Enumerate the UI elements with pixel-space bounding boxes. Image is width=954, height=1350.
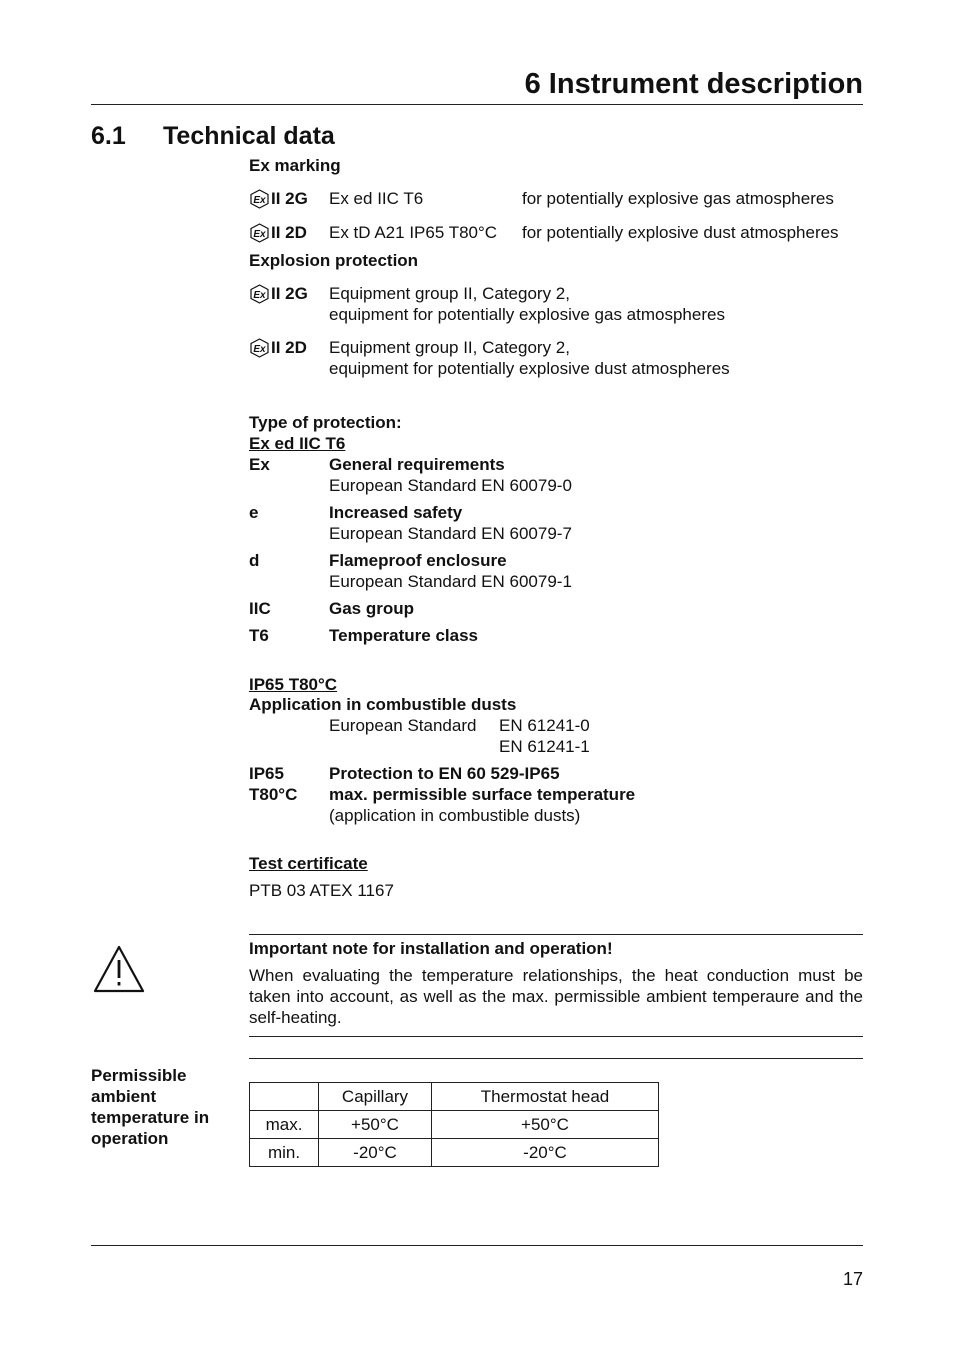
ambient-temperature-table	[249, 1082, 659, 1167]
protection-title: Increased safety	[329, 503, 463, 522]
table-cell: min.	[250, 1139, 319, 1167]
protection-symbol	[249, 283, 308, 304]
ip65-heading: IP65 T80°C	[249, 675, 338, 694]
protection-title: General requirements	[329, 455, 505, 474]
section-rule	[249, 1058, 863, 1059]
ex-hexagon-icon	[249, 284, 270, 304]
svg-text:Ex: Ex	[253, 343, 266, 355]
table-header-cell	[250, 1083, 319, 1111]
protection-line2: equipment for potentially explosive gas atmospheres	[329, 305, 725, 324]
ex-hexagon-icon	[249, 223, 270, 243]
protection-key: Ex	[249, 455, 270, 474]
ip65-application-heading: Application in combustible dusts	[249, 695, 517, 714]
important-note-heading: Important note for installation and operation!	[249, 939, 613, 958]
svg-text:Ex: Ex	[253, 228, 266, 240]
protection-category: II 2D	[271, 338, 307, 357]
protection-key: IIC	[249, 599, 271, 618]
test-certificate-heading: Test certificate	[249, 854, 368, 873]
ex-hexagon-icon	[249, 338, 270, 358]
protection-title: Gas group	[329, 599, 415, 618]
protection-category: II 2G	[271, 284, 308, 303]
footer-rule	[91, 1245, 863, 1246]
ex-marking-symbol	[249, 188, 308, 209]
protection-key: T6	[249, 626, 269, 645]
protection-key: d	[249, 551, 260, 570]
protection-standard: European Standard EN 60079-0	[329, 476, 572, 495]
ip65-standard: EN 61241-1	[499, 737, 590, 756]
protection-line2: equipment for potentially explosive dust atmospheres	[329, 359, 730, 378]
chapter-title: 6 Instrument description	[524, 68, 863, 100]
ex-marking-description: for potentially explosive dust atmospheres	[522, 223, 839, 242]
section-number: 6.1	[91, 122, 126, 150]
protection-standard: European Standard EN 60079-1	[329, 572, 572, 591]
protection-line1: Equipment group II, Category 2,	[329, 338, 570, 357]
ex-hexagon-icon	[249, 189, 270, 209]
ip65-title: Protection to EN 60 529-IP65	[329, 764, 560, 783]
svg-text:Ex: Ex	[253, 194, 266, 206]
svg-text:Ex: Ex	[253, 289, 266, 301]
protection-standard: European Standard EN 60079-7	[329, 524, 572, 543]
table-cell: +50°C	[432, 1111, 659, 1139]
table-row	[250, 1139, 659, 1167]
section-title: Technical data	[163, 122, 335, 150]
test-certificate-value: PTB 03 ATEX 1167	[249, 881, 394, 900]
table-header-cell: Thermostat head	[432, 1083, 659, 1111]
table-cell: max.	[250, 1111, 319, 1139]
protection-key: e	[249, 503, 259, 522]
explosion-protection-heading: Explosion protection	[249, 251, 419, 270]
page-number: 17	[842, 1269, 863, 1289]
ip65-note: (application in combustible dusts)	[329, 806, 581, 825]
note-bottom-rule	[249, 1036, 863, 1037]
ambient-temperature-label: Permissible ambient temperature in operation	[91, 1066, 210, 1148]
ip65-title: max. permissible surface temperature	[329, 785, 636, 804]
type-of-protection-subheading: Ex ed IIC T6	[249, 434, 346, 453]
table-cell: -20°C	[319, 1139, 432, 1167]
protection-title: Temperature class	[329, 626, 478, 645]
ip65-standard: EN 61241-0	[499, 716, 590, 735]
ip65-key: T80°C	[249, 785, 298, 804]
table-cell: +50°C	[319, 1111, 432, 1139]
ex-marking-category: II 2G	[271, 189, 308, 208]
ex-marking-symbol	[249, 222, 307, 243]
ex-marking-heading: Ex marking	[249, 156, 341, 175]
type-of-protection-heading: Type of protection:	[249, 413, 402, 432]
ex-marking-description: for potentially explosive gas atmospheres	[522, 189, 834, 208]
important-note-text: When evaluating the temperature relationships, the heat conduction must be taken into account, as well as the max. permissible ambient temperaure and the self-heating.	[249, 966, 863, 1027]
protection-symbol	[249, 337, 307, 358]
ex-marking-code: Ex tD A21 IP65 T80°C	[329, 223, 498, 242]
ex-marking-code: Ex ed IIC T6	[329, 189, 424, 208]
header-rule	[91, 104, 863, 105]
ip65-key: IP65	[249, 764, 284, 783]
note-top-rule	[249, 934, 863, 935]
warning-triangle-icon	[92, 944, 146, 999]
protection-title: Flameproof enclosure	[329, 551, 507, 570]
table-row	[250, 1111, 659, 1139]
table-cell: -20°C	[432, 1139, 659, 1167]
table-header-cell: Capillary	[319, 1083, 432, 1111]
protection-line1: Equipment group II, Category 2,	[329, 284, 570, 303]
ex-marking-category: II 2D	[271, 223, 307, 242]
ip65-standard-label: European Standard	[329, 716, 477, 735]
table-header-row	[250, 1083, 659, 1111]
